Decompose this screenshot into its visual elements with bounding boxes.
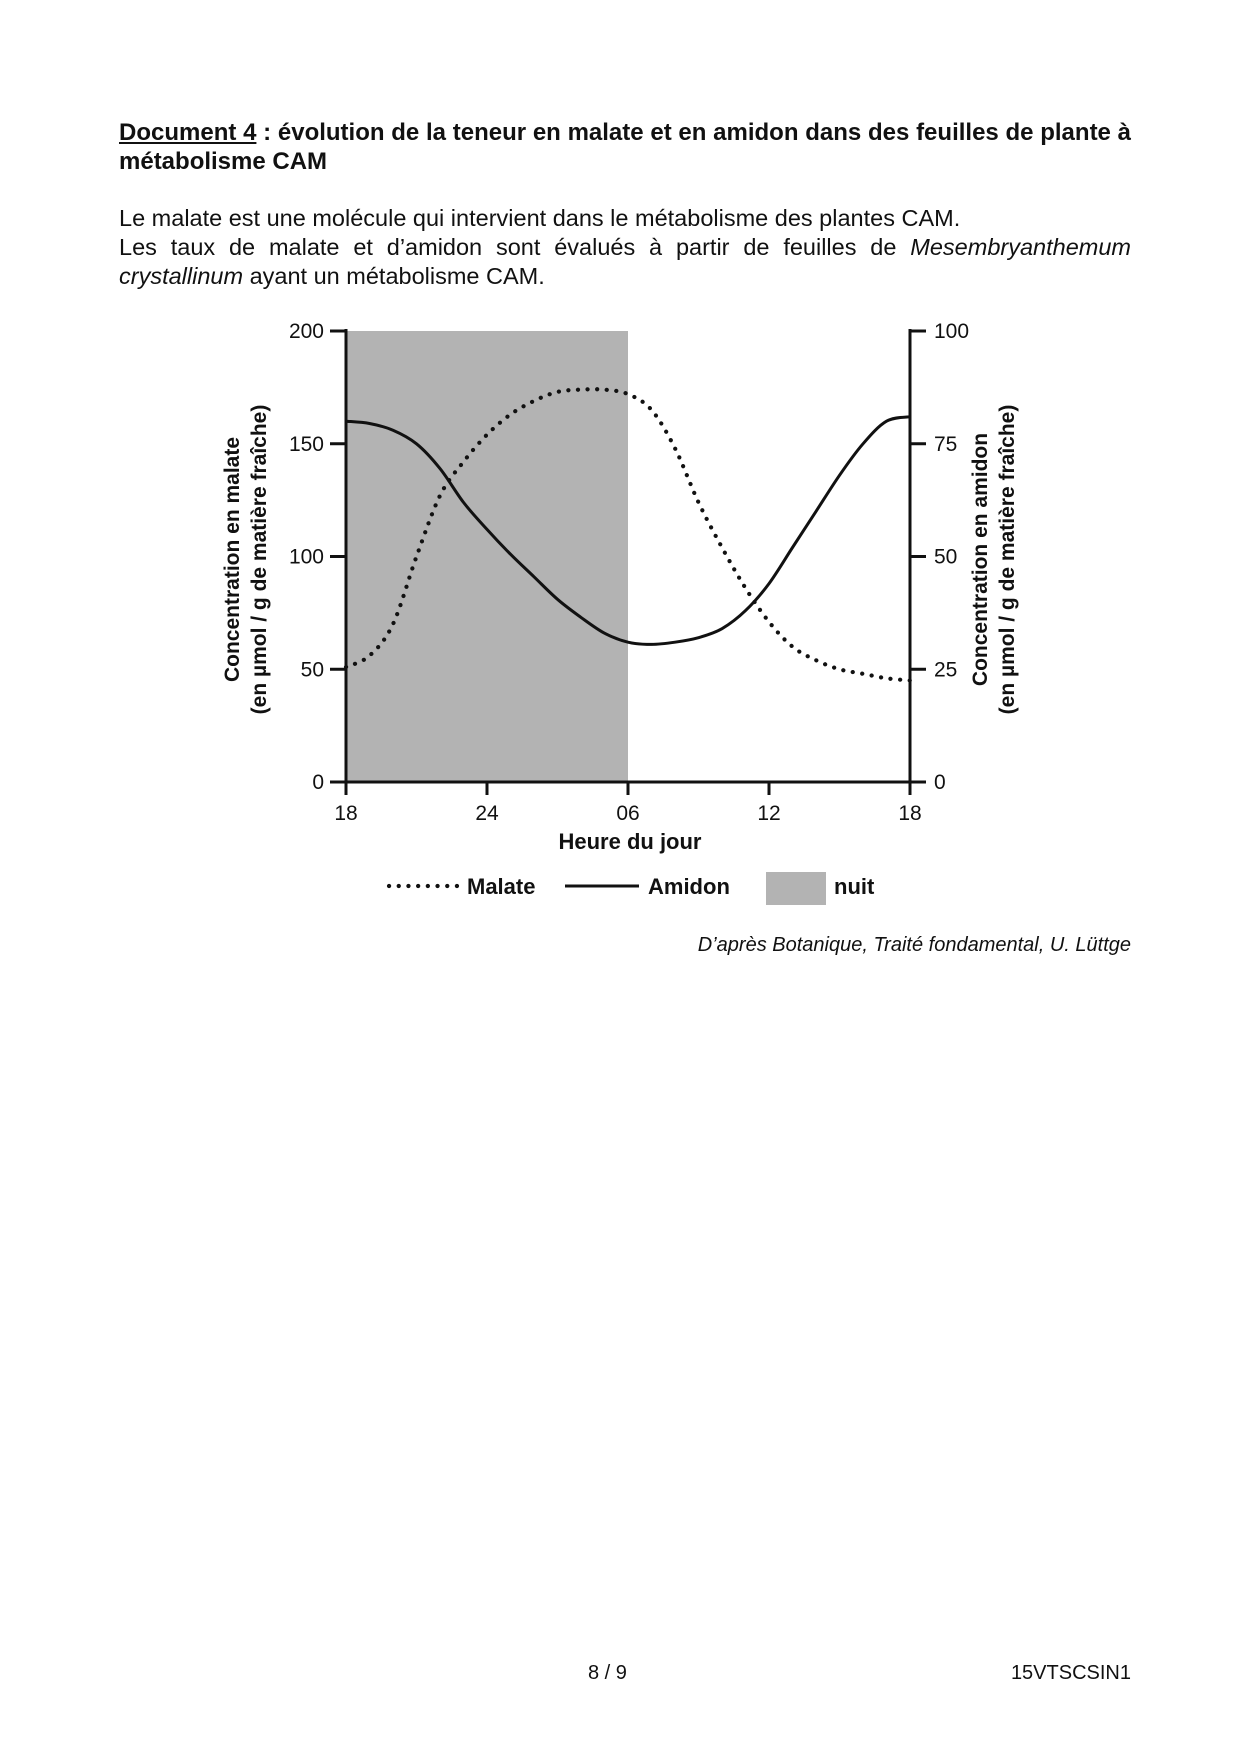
y-tick-label-right-50: 50: [934, 545, 958, 569]
legend-label-nuit: nuit: [834, 874, 875, 899]
night-band: [346, 331, 628, 782]
y-axis-label-right-line2: (en µmol / g de matière fraîche): [996, 404, 1019, 715]
x-tick-label-1: 24: [475, 802, 499, 825]
document-title: : évolution de la teneur en malate et en amidon dans des feuilles de plante à métabolisme CAM: [119, 119, 1131, 175]
document-code: 15VTSCSIN1: [1010, 1662, 1131, 1684]
x-tick-label-3: 12: [757, 802, 781, 825]
method-paragraph: [119, 233, 1131, 291]
legend-swatch-nuit: [766, 872, 826, 905]
y-tick-label-right-75: 75: [934, 432, 958, 456]
y-tick-label-left-50: 50: [300, 658, 324, 682]
y-axis-label-right-line1: Concentration en amidon: [969, 432, 992, 687]
document-label: Document 4: [119, 119, 257, 146]
y-tick-label-left-0: 0: [312, 771, 324, 794]
legend-label-malate: Malate: [467, 874, 536, 899]
intro-paragraph: Le malate est une molécule qui intervient dans le métabolisme des plantes CAM.: [119, 205, 961, 231]
y-axis-label-right: [969, 405, 1019, 715]
x-tick-label-2: 06: [616, 802, 640, 825]
y-tick-label-left-150: 150: [288, 432, 324, 456]
y-axis-label-left-line1: Concentration en malate: [221, 436, 244, 683]
y-tick-label-right-0: 0: [934, 771, 946, 794]
x-axis-label: Heure du jour: [558, 829, 702, 854]
species-name: Mesembryanthemum crystallinum: [119, 234, 1131, 289]
x-tick-label-4: 18: [898, 802, 922, 825]
source-citation: D’après Botanique, Traité fondamental, U. Lüttge: [697, 934, 1131, 956]
y-tick-label-right-25: 25: [934, 658, 958, 682]
malate-amidon-chart: [0, 300, 1240, 920]
y-tick-label-left-200: 200: [288, 320, 324, 343]
x-tick-label-0: 18: [334, 802, 358, 825]
legend-label-amidon: Amidon: [648, 874, 730, 899]
y-tick-label-right-100: 100: [934, 320, 970, 343]
y-axis-label-left: [221, 405, 271, 715]
page-number: 8 / 9: [588, 1662, 627, 1684]
document-heading: [119, 118, 1131, 176]
y-axis-label-left-line2: (en µmol / g de matière fraîche): [248, 404, 271, 715]
method-text-end: ayant un métabolisme CAM.: [243, 263, 545, 289]
method-text-start: Les taux de malate et d’amidon sont évalués à partir de feuilles de: [119, 234, 911, 260]
y-tick-label-left-100: 100: [288, 545, 324, 569]
